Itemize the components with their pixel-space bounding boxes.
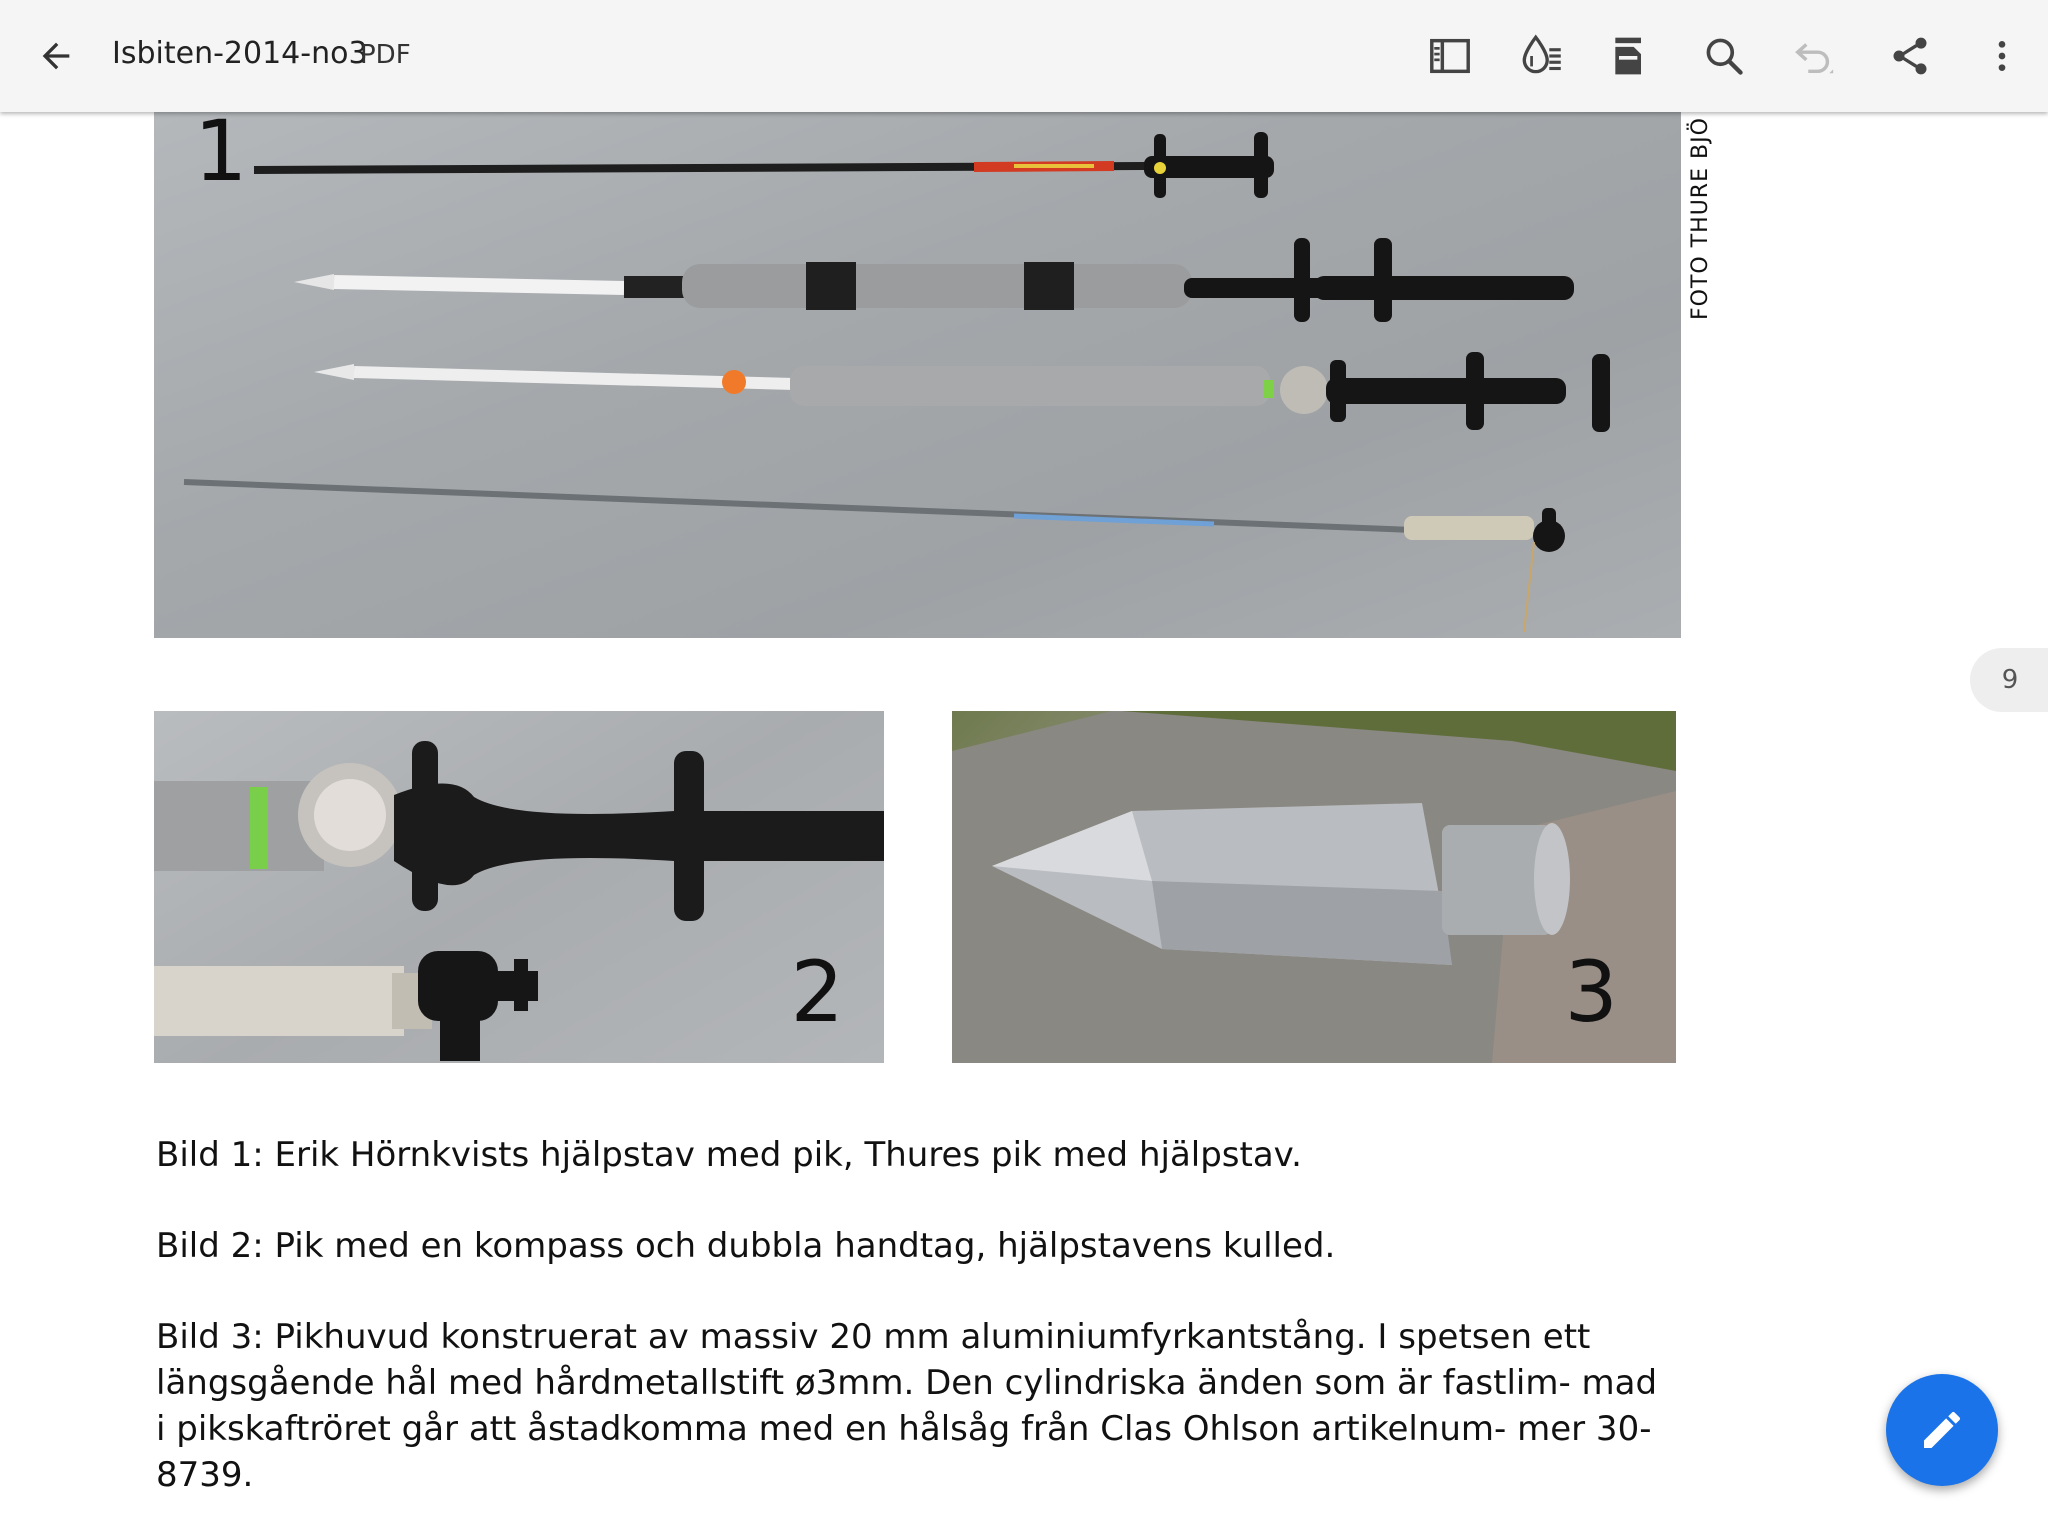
sidebar-toggle-icon [1427, 33, 1473, 79]
sidebar-toggle-button[interactable] [1420, 26, 1480, 86]
more-options-icon [1982, 34, 2022, 78]
more-options-button[interactable] [1972, 26, 2032, 86]
search-icon [1702, 34, 1746, 78]
back-arrow-icon [36, 36, 76, 76]
pdf-page[interactable] [0, 112, 2048, 1536]
back-button[interactable] [28, 28, 84, 84]
figure-1-number: 1 [194, 112, 248, 200]
share-button[interactable] [1880, 26, 1940, 86]
figure-3-photo [952, 711, 1676, 1063]
photo-credit [1680, 112, 1714, 326]
caption-figure-2: Bild 2: Pik med en kompass och dubbla handtag, hjälpstavens kulled. [156, 1226, 1336, 1266]
figure-2-number: 2 [790, 943, 844, 1041]
figure-1-image [154, 112, 1681, 638]
share-icon [1888, 34, 1932, 78]
figure-2-photo [154, 711, 884, 1063]
caption-figure-3: Bild 3: Pikhuvud konstruerat av massiv 20 mm aluminiumfyrkantstång. I spetsen ett längsgående hål med hårdmetallstift ø3mm. Den cylindriska änden som är fastlim- mad i pikskaftröret går att åstadkomma med en hålsåg från Clas Ohlson artikelnum- mer 30-8739. [156, 1317, 1658, 1495]
page-number-indicator[interactable]: 9 [1970, 648, 2048, 712]
photo-credit-text: FOTO THURE BJÖ [1688, 117, 1713, 320]
view-mode-icon [1608, 33, 1652, 79]
undo-icon [1789, 33, 1839, 79]
top-toolbar [0, 0, 2048, 112]
document-title: Isbiten-2014-no3 [112, 36, 368, 71]
caption-figure-1: Bild 1: Erik Hörnkvists hjälpstav med pik, Thures pik med hjälpstav. [156, 1135, 1302, 1175]
liquid-mode-button[interactable] [1512, 26, 1572, 86]
view-mode-button[interactable] [1600, 26, 1660, 86]
edit-pencil-icon [1918, 1406, 1966, 1454]
figure-3-number: 3 [1564, 943, 1618, 1041]
document-type-label: PDF [360, 40, 411, 70]
figure-1-photo [154, 112, 1681, 638]
undo-button[interactable] [1784, 26, 1844, 86]
figure-2-image [154, 711, 884, 1063]
liquid-mode-icon [1517, 31, 1567, 81]
search-button[interactable] [1694, 26, 1754, 86]
edit-fab-button[interactable] [1886, 1374, 1998, 1486]
